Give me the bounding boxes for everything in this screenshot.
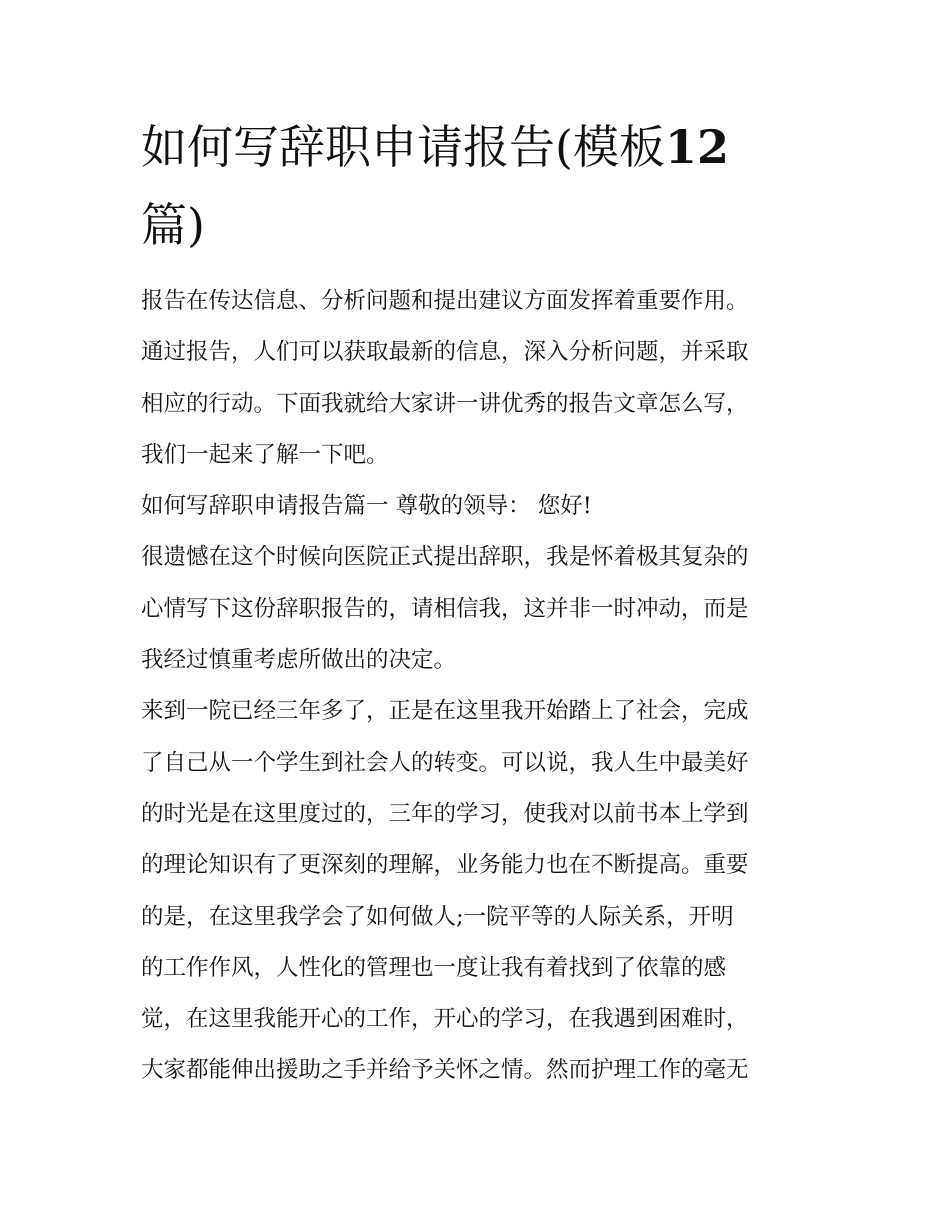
body-line: 很遗憾在这个时候向医院正式提出辞职，我是怀着极其复杂的	[141, 544, 749, 571]
body-line: 报告在传达信息、分析问题和提出建议方面发挥着重要作用。	[141, 288, 749, 314]
body-line: 觉，在这里我能开心的工作，开心的学习，在我遇到困难时，	[141, 1006, 749, 1033]
body-line: 来到一院已经三年多了，正是在这里我开始踏上了社会，完成	[141, 698, 749, 725]
body-line: 相应的行动。下面我就给大家讲一讲优秀的报告文章怎么写，	[141, 390, 749, 417]
body-line: 我们一起来了解一下吧。	[141, 441, 389, 468]
body-line: 了自己从一个学生到社会人的转变。可以说，我人生中最美好	[141, 749, 749, 776]
document-body	[141, 276, 816, 1097]
body-line: 我经过慎重考虑所做出的决定。	[141, 647, 457, 674]
body-line: 的理论知识有了更深刻的理解，业务能力也在不断提高。重要	[141, 852, 749, 879]
body-line: 通过报告，人们可以获取最新的信息，深入分析问题，并采取	[141, 339, 749, 366]
body-line: 心情写下这份辞职报告的，请相信我，这并非一时冲动，而是	[141, 595, 749, 622]
section-heading-line: 如何写辞职申请报告篇一 尊敬的领导： 您好!	[141, 493, 592, 520]
title-number: 12	[664, 120, 729, 174]
body-line: 的是，在这里我学会了如何做人;一院平等的人际关系，开明	[141, 903, 734, 930]
body-line: 大家都能伸出援助之手并给予关怀之情。然而护理工作的毫无	[141, 1057, 749, 1084]
body-line: 的工作作风，人性化的管理也一度让我有着找到了依靠的感	[141, 954, 727, 981]
title-text-part1: 如何写辞职申请报告(模板	[141, 120, 665, 174]
title-text-part2: 篇)	[141, 198, 205, 252]
document-title	[141, 108, 781, 264]
body-line: 的时光是在这里度过的，三年的学习，使我对以前书本上学到	[141, 800, 749, 827]
